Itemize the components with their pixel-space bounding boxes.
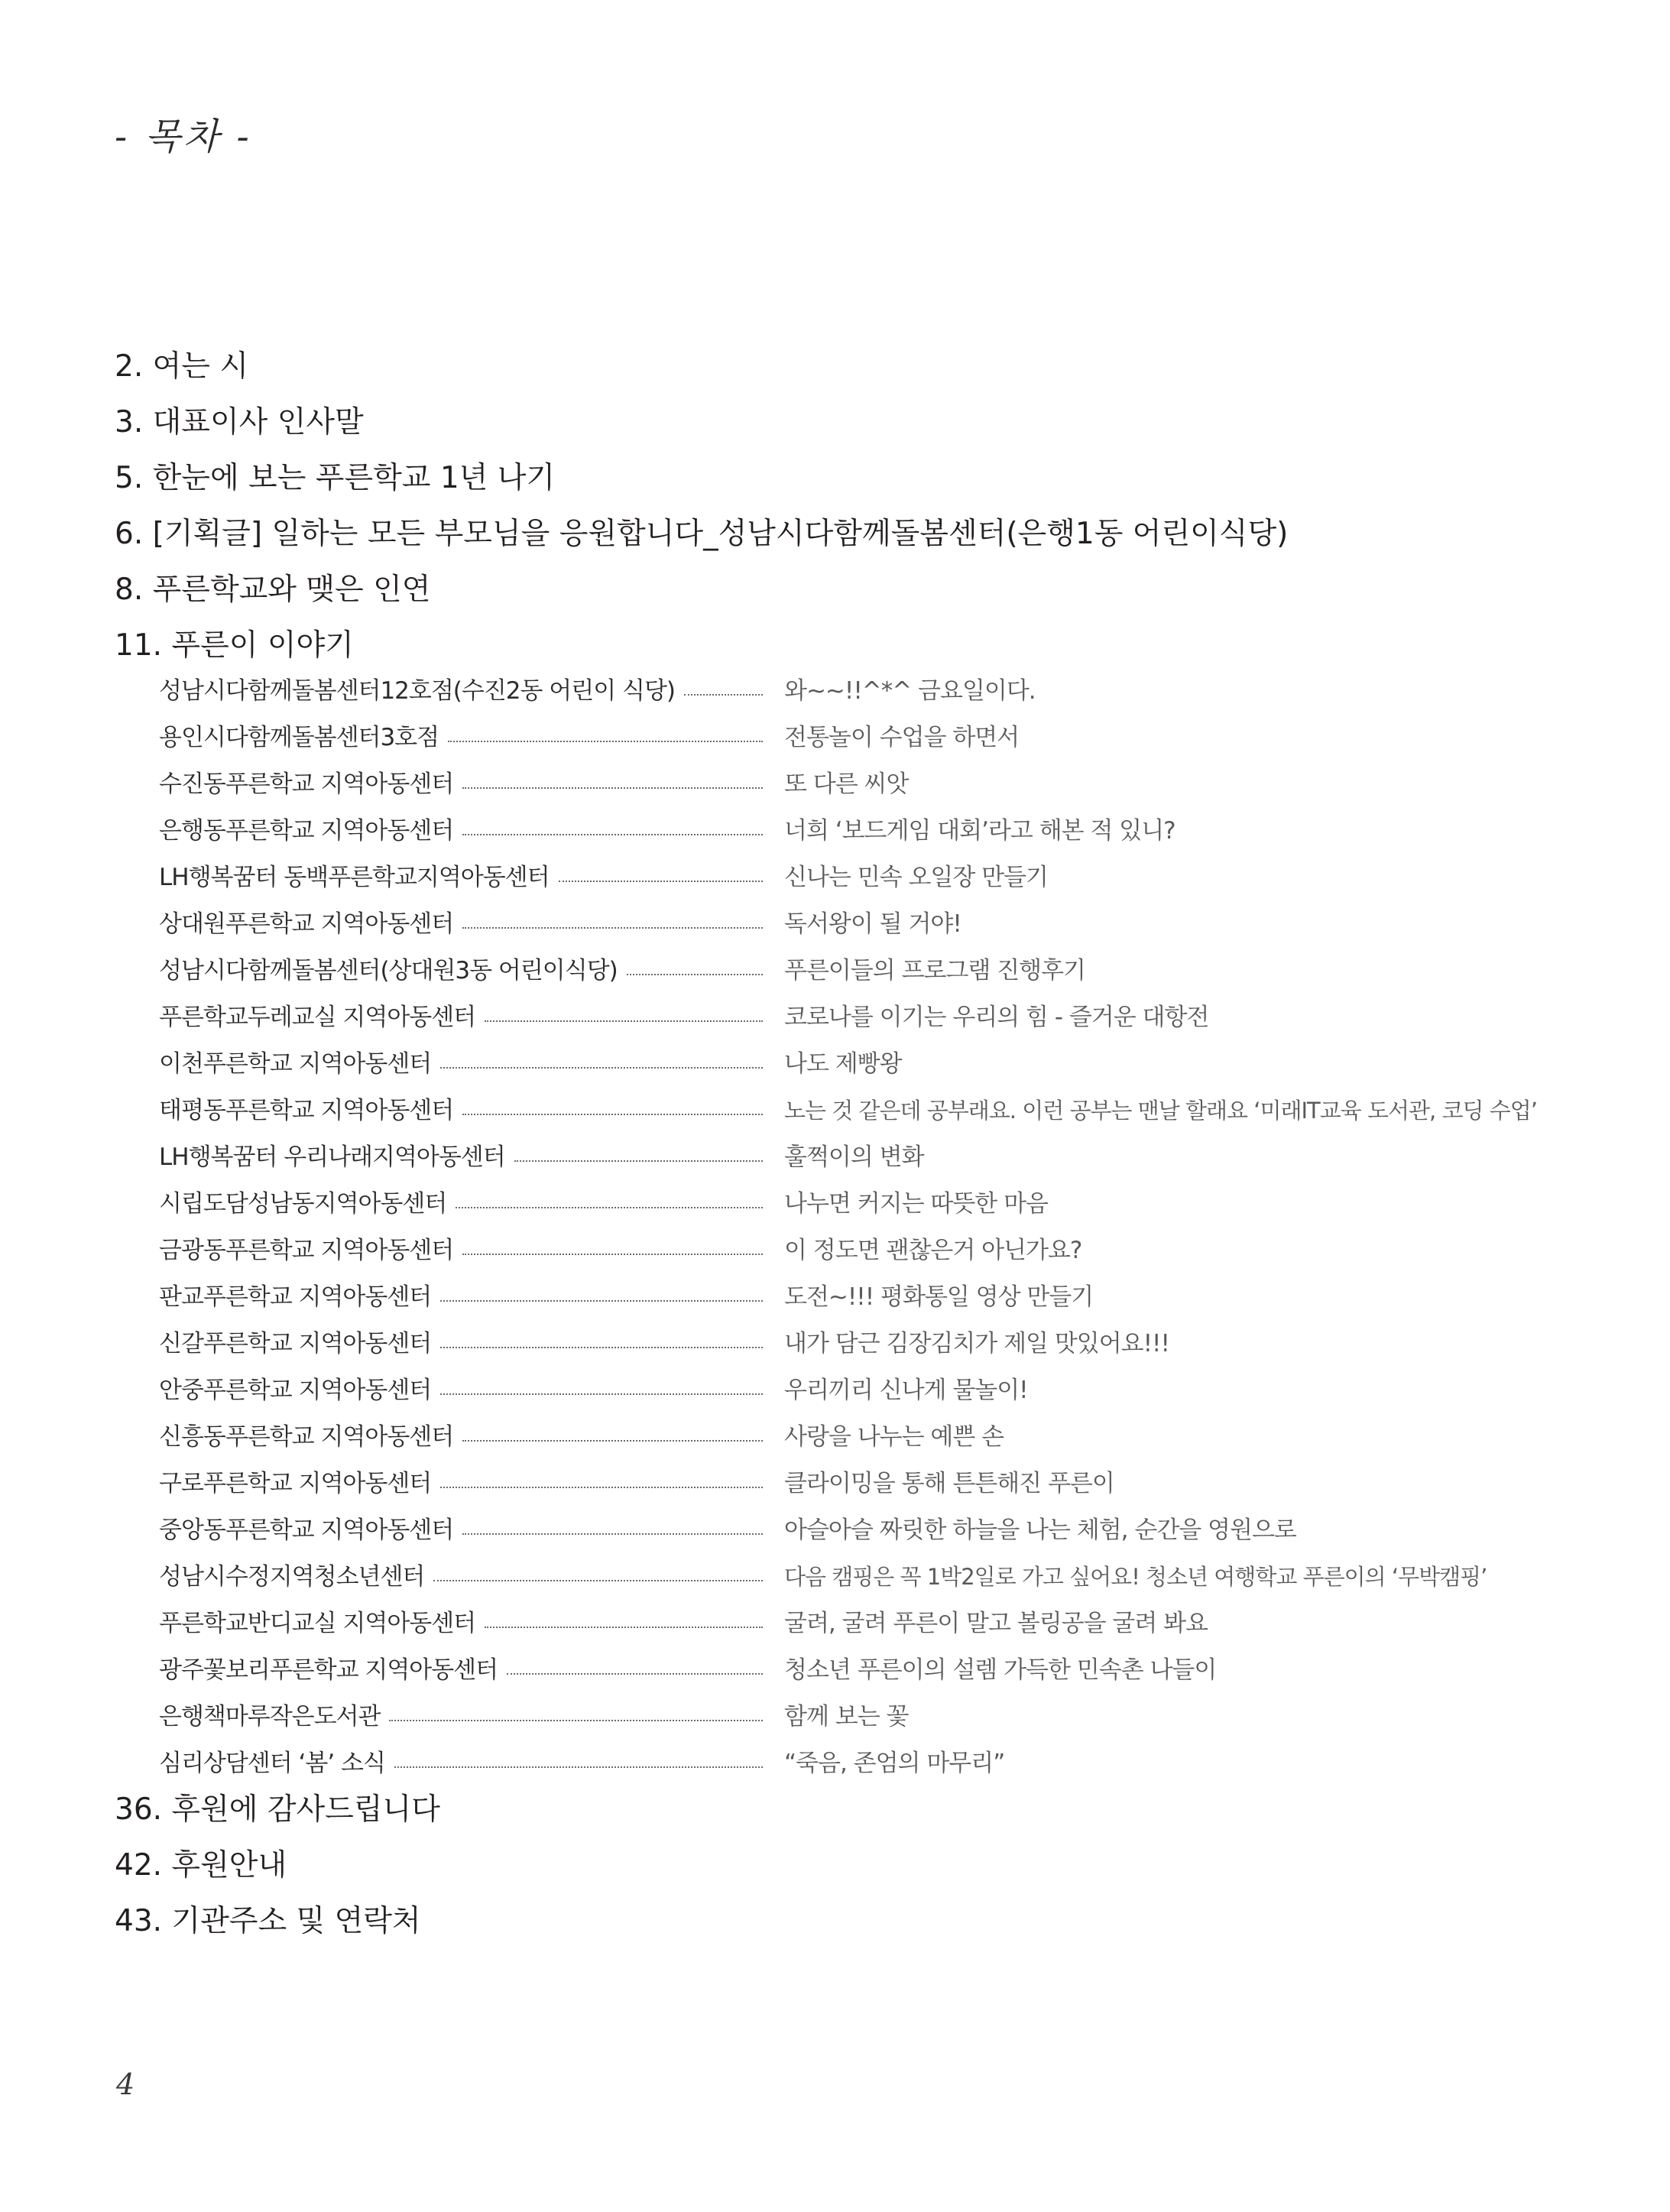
sub-item-title: 코로나를 이기는 우리의 힘 - 즐거운 대항전	[784, 1004, 1209, 1031]
toc-sub-item	[159, 809, 1550, 852]
page-heading: - 목차 -	[115, 115, 252, 158]
sub-item-center: 심리상담센터 ‘봄’ 소식	[159, 1750, 385, 1777]
dot-leader	[440, 1347, 763, 1348]
dot-leader	[462, 1114, 763, 1115]
toc-item-relationships: 8. 푸른학교와 맺은 인연	[115, 572, 431, 607]
sub-item-title: 와~~!!^*^ 금요일이다.	[784, 677, 1036, 705]
toc-item-feature-article: 6. [기획글] 일하는 모든 부모님을 응원합니다_성남시다함께돌봄센터(은행1동 어린이식당)	[115, 517, 1289, 551]
toc-sub-item	[159, 1089, 1550, 1132]
toc-sub-item	[159, 1416, 1550, 1458]
sub-item-center: 판교푸른학교 지역아동센터	[159, 1283, 432, 1311]
sub-item-title: 사랑을 나누는 예쁜 손	[784, 1423, 1004, 1451]
dot-leader	[448, 741, 763, 742]
dot-leader	[684, 694, 763, 696]
sub-item-title: 도전~!!! 평화통일 영상 만들기	[784, 1283, 1094, 1311]
sub-item-title: 이 정도면 괜찮은거 아닌가요?	[784, 1237, 1082, 1264]
toc-sub-item	[159, 1229, 1550, 1272]
sub-item-center: 성남시수정지역청소년센터	[159, 1563, 425, 1591]
dot-leader	[462, 1533, 763, 1535]
sub-item-title: 내가 담근 김장김치가 제일 맛있어요!!!	[784, 1330, 1169, 1357]
sub-item-title: 독서왕이 될 거야!	[784, 910, 961, 938]
dot-leader	[440, 1393, 763, 1395]
sub-item-center: 중앙동푸른학교 지역아동센터	[159, 1516, 454, 1544]
toc-item-opening-poem: 2. 여는 시	[115, 349, 249, 384]
dot-leader	[456, 1207, 763, 1208]
sub-item-title: 신나는 민속 오일장 만들기	[784, 864, 1048, 891]
toc-sub-item	[159, 949, 1550, 992]
toc-sub-item	[159, 763, 1550, 806]
sub-item-center: 이천푸른학교 지역아동센터	[159, 1050, 432, 1078]
dot-leader	[559, 881, 763, 882]
sub-item-center: 구로푸른학교 지역아동센터	[159, 1470, 432, 1497]
dot-leader	[514, 1160, 763, 1162]
sub-item-title: 클라이밍을 통해 튼튼해진 푸른이	[784, 1470, 1114, 1497]
sub-item-center: 수진동푸른학교 지역아동센터	[159, 770, 454, 798]
dot-leader	[462, 834, 763, 835]
toc-sub-item	[159, 1649, 1550, 1691]
sub-item-center: 광주꽃보리푸른학교 지역아동센터	[159, 1656, 498, 1684]
dot-leader	[440, 1300, 763, 1302]
dot-leader	[462, 787, 763, 789]
sub-item-title: 나누면 커지는 따뜻한 마음	[784, 1190, 1048, 1218]
sub-item-title: 굴려, 굴려 푸른이 말고 볼링공을 굴려 봐요	[784, 1610, 1208, 1637]
dot-leader	[462, 927, 763, 929]
sub-item-center: 은행책마루작은도서관	[159, 1703, 381, 1730]
toc-sub-item	[159, 1182, 1550, 1225]
sub-item-center: 푸른학교반디교실 지역아동센터	[159, 1610, 476, 1637]
toc-sub-item	[159, 1555, 1550, 1598]
sub-item-center: 상대원푸른학교 지역아동센터	[159, 910, 454, 938]
sub-item-title: 노는 것 같은데 공부래요. 이런 공부는 맨날 할래요 ‘미래IT교육 도서관, 코딩 수업’	[784, 1098, 1537, 1124]
toc-sub-item	[159, 670, 1550, 712]
sub-item-title: 훌쩍이의 변화	[784, 1143, 924, 1171]
sub-item-center: LH행복꿈터 동백푸른학교지역아동센터	[159, 864, 550, 891]
sub-item-title: 아슬아슬 짜릿한 하늘을 나는 체험, 순간을 영원으로	[784, 1516, 1296, 1544]
sub-item-center: 은행동푸른학교 지역아동센터	[159, 817, 454, 845]
toc-sub-item	[159, 716, 1550, 759]
toc-item-donation-guide: 42. 후원안내	[115, 1848, 287, 1883]
sub-item-center: 금광동푸른학교 지역아동센터	[159, 1237, 454, 1264]
sub-item-center: 시립도담성남동지역아동센터	[159, 1190, 447, 1218]
toc-item-stories: 11. 푸른이 이야기	[115, 628, 354, 663]
sub-item-center: 안중푸른학교 지역아동센터	[159, 1377, 432, 1404]
toc-item-ceo-greeting: 3. 대표이사 인사말	[115, 405, 364, 439]
toc-sub-item	[159, 1043, 1550, 1085]
toc-sub-item	[159, 1276, 1550, 1318]
dot-leader	[440, 1067, 763, 1069]
toc-sub-item	[159, 1136, 1550, 1179]
toc-sub-item	[159, 1369, 1550, 1412]
sub-item-title: 다음 캠핑은 꼭 1박2일로 가고 싶어요! 청소년 여행학교 푸른이의 ‘무박캠핑’	[784, 1564, 1487, 1590]
toc-sub-item	[159, 1322, 1550, 1365]
toc-sub-item	[159, 1509, 1550, 1552]
sub-item-title: 우리끼리 신나게 물놀이!	[784, 1377, 1028, 1404]
toc-sub-item	[159, 856, 1550, 899]
sub-item-center: 신갈푸른학교 지역아동센터	[159, 1330, 432, 1357]
sub-item-title: 청소년 푸른이의 설렘 가득한 민속촌 나들이	[784, 1656, 1217, 1684]
dot-leader	[394, 1766, 763, 1768]
sub-item-title: 함께 보는 꽃	[784, 1703, 909, 1730]
toc-sub-item	[159, 1462, 1550, 1505]
sub-item-center: 용인시다함께돌봄센터3호점	[159, 724, 439, 751]
toc-sub-item	[159, 1695, 1550, 1738]
sub-item-center: 푸른학교두레교실 지역아동센터	[159, 1004, 476, 1031]
dot-leader	[440, 1487, 763, 1488]
sub-item-title: 나도 제빵왕	[784, 1050, 902, 1078]
sub-item-center: 태평동푸른학교 지역아동센터	[159, 1097, 454, 1124]
toc-sub-item	[159, 903, 1550, 945]
dot-leader	[462, 1440, 763, 1442]
sub-item-title: 또 다른 씨앗	[784, 770, 909, 798]
sub-item-center: LH행복꿈터 우리나래지역아동센터	[159, 1143, 505, 1171]
toc-sub-item	[159, 1602, 1550, 1645]
dot-leader	[433, 1580, 763, 1581]
dot-leader	[389, 1720, 763, 1721]
dot-leader	[627, 974, 763, 975]
sub-item-center: 성남시다함께돌봄센터12호점(수진2동 어린이 식당)	[159, 677, 675, 705]
toc-item-contact: 43. 기관주소 및 연락처	[115, 1904, 421, 1938]
sub-item-title: “죽음, 존엄의 마무리”	[784, 1750, 1005, 1777]
sub-item-title: 너희 ‘보드게임 대회’라고 해본 적 있니?	[784, 817, 1175, 845]
toc-sub-item	[159, 996, 1550, 1039]
sub-item-center: 성남시다함께돌봄센터(상대원3동 어린이식당)	[159, 957, 618, 984]
dot-leader	[485, 1627, 763, 1628]
toc-item-year-overview: 5. 한눈에 보는 푸른학교 1년 나기	[115, 461, 556, 495]
toc-item-thanks-donors: 36. 후원에 감사드립니다	[115, 1792, 440, 1827]
sub-item-title: 푸른이들의 프로그램 진행후기	[784, 957, 1086, 984]
sub-item-title: 전통놀이 수업을 하면서	[784, 724, 1020, 751]
toc-sub-item	[159, 1742, 1550, 1785]
dot-leader	[462, 1254, 763, 1255]
sub-item-center: 신흥동푸른학교 지역아동센터	[159, 1423, 454, 1451]
dot-leader	[485, 1020, 763, 1022]
dot-leader	[507, 1673, 763, 1675]
page-number: 4	[116, 2068, 135, 2101]
